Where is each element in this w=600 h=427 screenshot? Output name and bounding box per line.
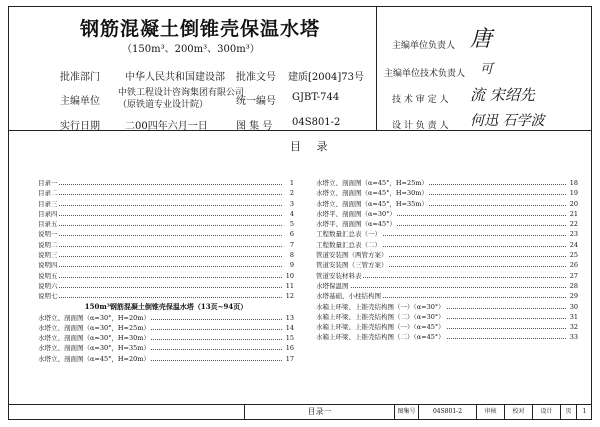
toc-entry-label: 水塔立、剖面图（α=45°，H=35m） — [316, 199, 428, 208]
toc-row — [38, 281, 294, 291]
editor-value-1: 中铁工程设计咨询集团有限公司 — [118, 88, 245, 98]
document-subtitle: （150m³、200m³、300m³） — [122, 44, 260, 55]
toc-entry-label: 管道安装材料表 — [316, 271, 362, 280]
title-block-page-value: 1 — [576, 404, 592, 420]
toc-leader-dots — [38, 235, 282, 236]
sig-label-review: 技 术 审 定 人 — [392, 95, 449, 105]
toc-entry-label: 水塔立、剖面图（α=45°，H=25m） — [316, 179, 428, 187]
toc-row — [38, 260, 294, 270]
toc-entry-label: 水箱上环梁、上锥壳结构图（一）（α=45°） — [316, 323, 445, 332]
toc-entry-label: 管道安装图（两管方案） — [316, 251, 388, 260]
toc-row — [38, 219, 294, 229]
toc-entry-page: 17 — [285, 354, 294, 363]
title-block-atlas-value: 04S801-2 — [418, 404, 476, 420]
toc-row — [38, 178, 294, 188]
toc-leader-dots — [38, 256, 282, 257]
toc-entry-label: 说明二 — [38, 240, 58, 249]
toc-row — [316, 312, 578, 322]
toc-entry-page: 5 — [289, 220, 294, 229]
date-value: 二00四年六月一日 — [125, 121, 208, 132]
toc-row — [316, 281, 578, 291]
editor-value-2: （原铁道专业设计院） — [118, 100, 209, 110]
toc-entry-label: 目录一 — [38, 179, 58, 187]
toc-row — [316, 322, 578, 332]
toc-entry-label: 水塔平、剖面图（α=45°） — [316, 220, 396, 229]
toc-row — [38, 343, 294, 353]
toc-entry-page: 10 — [285, 271, 294, 280]
toc-entry-page: 9 — [289, 261, 294, 270]
toc-entry-page: 11 — [285, 281, 294, 290]
toc-entry-page: 16 — [285, 344, 294, 353]
toc-leader-dots — [38, 246, 282, 247]
toc-entry-page: 12 — [285, 292, 294, 301]
title-block-name: 目录一 — [244, 404, 394, 420]
toc-row — [316, 188, 578, 198]
header-divider — [376, 6, 377, 130]
toc-title: 目 录 — [290, 140, 334, 153]
toc-row — [38, 271, 294, 281]
sig-tech: 可 — [480, 62, 494, 77]
toc-entry-page: 8 — [289, 251, 294, 260]
code-label: 统一编号 — [236, 96, 276, 107]
toc-entry-label: 水塔平、剖面图（α=30°） — [316, 209, 396, 218]
toc-entry-page: 3 — [289, 199, 294, 208]
docno-value: 建质[2004]73号 — [288, 72, 364, 83]
toc-row — [38, 291, 294, 301]
toc-row — [316, 178, 578, 188]
document-title: 钢筋混凝土倒锥壳保温水塔 — [80, 18, 321, 40]
title-block — [8, 404, 592, 420]
toc-row — [38, 333, 294, 343]
sig-design: 何迅 石学波 — [470, 113, 545, 129]
toc-entry-page: 26 — [569, 261, 578, 270]
toc-entry-page: 33 — [569, 333, 578, 342]
toc-entry-label: 目录二 — [38, 189, 58, 198]
toc-entry-page: 28 — [569, 281, 578, 290]
toc-entry-page: 31 — [569, 312, 578, 321]
dept-label: 批准部门 — [60, 72, 100, 83]
toc-row — [38, 323, 294, 333]
toc-row — [38, 313, 294, 323]
toc-leader-dots — [38, 215, 282, 216]
title-block-design: 设计 — [532, 404, 560, 420]
toc-entry-page: 13 — [285, 313, 294, 322]
toc-row — [316, 302, 578, 312]
toc-entry-page: 15 — [285, 334, 294, 343]
toc-entry-label: 目录四 — [38, 209, 58, 218]
toc-entry-page: 29 — [569, 292, 578, 301]
toc-leader-dots — [38, 184, 282, 185]
title-block-review: 审核 — [476, 404, 504, 420]
toc-entry-label: 管道安装图（三管方案） — [316, 261, 388, 270]
toc-row — [38, 240, 294, 250]
docno-label: 批准文号 — [236, 72, 276, 83]
toc-row — [316, 240, 578, 250]
toc-row — [316, 229, 578, 239]
toc-leader-dots — [38, 277, 282, 278]
toc-row — [38, 354, 294, 364]
atlas-value: 04S801-2 — [292, 117, 341, 128]
atlas-label: 图 集 号 — [236, 121, 273, 132]
toc-row — [316, 260, 578, 270]
toc-leader-dots — [38, 194, 282, 195]
toc-entry-label: 说明四 — [38, 261, 58, 270]
toc-leader-dots — [38, 205, 282, 206]
dept-value: 中华人民共和国建设部 — [125, 72, 225, 83]
toc-row — [316, 199, 578, 209]
toc-entry-label: 水箱上环梁、上锥壳结构图（一）（α=30°） — [316, 302, 445, 311]
toc-entry-page: 1 — [289, 179, 294, 187]
toc-entry-label: 目录五 — [38, 220, 58, 229]
toc-entry-label: 水塔保温图 — [316, 281, 349, 290]
toc-entry-label: 说明一 — [38, 230, 58, 239]
toc-leader-dots — [38, 266, 282, 267]
toc-entry-label: 工程数量汇总表（二） — [316, 240, 381, 249]
title-block-page-label: 页 — [560, 404, 576, 420]
toc-entry-label: 说明七 — [38, 292, 58, 301]
toc-entry-label: 水塔立、剖面图（α=30°，H=25m） — [38, 323, 150, 332]
toc-entry-label: 水塔立、剖面图（α=30°，H=30m） — [38, 334, 150, 343]
toc-entry-page: 7 — [289, 240, 294, 249]
toc-entry-page: 2 — [289, 189, 294, 198]
toc-entry-label: 说明三 — [38, 251, 58, 260]
toc-row — [38, 209, 294, 219]
toc-entry-page: 24 — [569, 240, 578, 249]
toc-entry-page: 6 — [289, 230, 294, 239]
toc-entry-label: 水塔立、剖面图（α=30°，H=35m） — [38, 344, 150, 353]
toc-entry-label: 水箱上环梁、上锥壳结构图（二）（α=45°） — [316, 333, 445, 342]
toc-leader-dots — [38, 225, 282, 226]
toc-entry-page: 14 — [285, 323, 294, 332]
toc-row — [38, 229, 294, 239]
toc-entry-label: 工程数量汇总表（一） — [316, 230, 381, 239]
toc-entry-label: 说明六 — [38, 281, 58, 290]
title-block-atlas-label: 图集号 — [394, 404, 418, 420]
toc-entry-page: 30 — [569, 302, 578, 311]
toc-left-column — [38, 178, 294, 364]
toc-entry-label: 水塔立、剖面图（α=45°，H=30m） — [316, 189, 428, 198]
toc-row — [316, 291, 578, 301]
sig-label-design: 设 计 负 责 人 — [392, 121, 449, 131]
toc-leader-dots — [38, 287, 282, 288]
toc-entry-label: 说明五 — [38, 271, 58, 280]
editor-label: 主编单位 — [60, 96, 100, 107]
toc-right-column — [316, 178, 578, 343]
toc-row — [316, 219, 578, 229]
toc-leader-dots — [38, 297, 282, 298]
toc-entry-page: 20 — [569, 199, 578, 208]
toc-entry-page: 21 — [569, 209, 578, 218]
date-label: 实行日期 — [60, 121, 100, 132]
toc-row — [316, 250, 578, 260]
toc-row — [38, 188, 294, 198]
toc-entry-page: 22 — [569, 220, 578, 229]
toc-section-heading: 150m³钢筋混凝土倒锥壳保温水塔（13页~94页） — [84, 301, 248, 311]
toc-entry-label: 目录三 — [38, 199, 58, 208]
toc-leader-dots — [316, 287, 566, 288]
toc-entry-label: 水塔基础、小柱结构图 — [316, 292, 381, 301]
toc-entry-page: 4 — [289, 209, 294, 218]
toc-entry-page: 19 — [569, 189, 578, 198]
code-value: GJBT-744 — [292, 92, 340, 103]
sig-chief: 唐 — [470, 27, 493, 52]
toc-row — [316, 332, 578, 342]
toc-entry-label: 水塔立、剖面图（α=45°，H=20m） — [38, 354, 150, 363]
toc-row — [38, 250, 294, 260]
toc-row — [316, 209, 578, 219]
toc-entry-page: 25 — [569, 251, 578, 260]
toc-row — [316, 271, 578, 281]
sig-label-tech: 主编单位技术负责人 — [384, 69, 466, 79]
toc-entry-label: 水塔立、剖面图（α=30°，H=20m） — [38, 313, 150, 322]
toc-entry-page: 27 — [569, 271, 578, 280]
sig-review: 流 宋绍先 — [470, 86, 535, 104]
toc-entry-label: 水箱上环梁、上锥壳结构图（二）（α=30°） — [316, 312, 445, 321]
title-block-check: 校对 — [504, 404, 532, 420]
sig-label-chief: 主编单位负责人 — [392, 41, 456, 51]
toc-entry-page: 18 — [569, 179, 578, 187]
toc-entry-page: 32 — [569, 323, 578, 332]
toc-entry-page: 23 — [569, 230, 578, 239]
toc-row — [38, 199, 294, 209]
